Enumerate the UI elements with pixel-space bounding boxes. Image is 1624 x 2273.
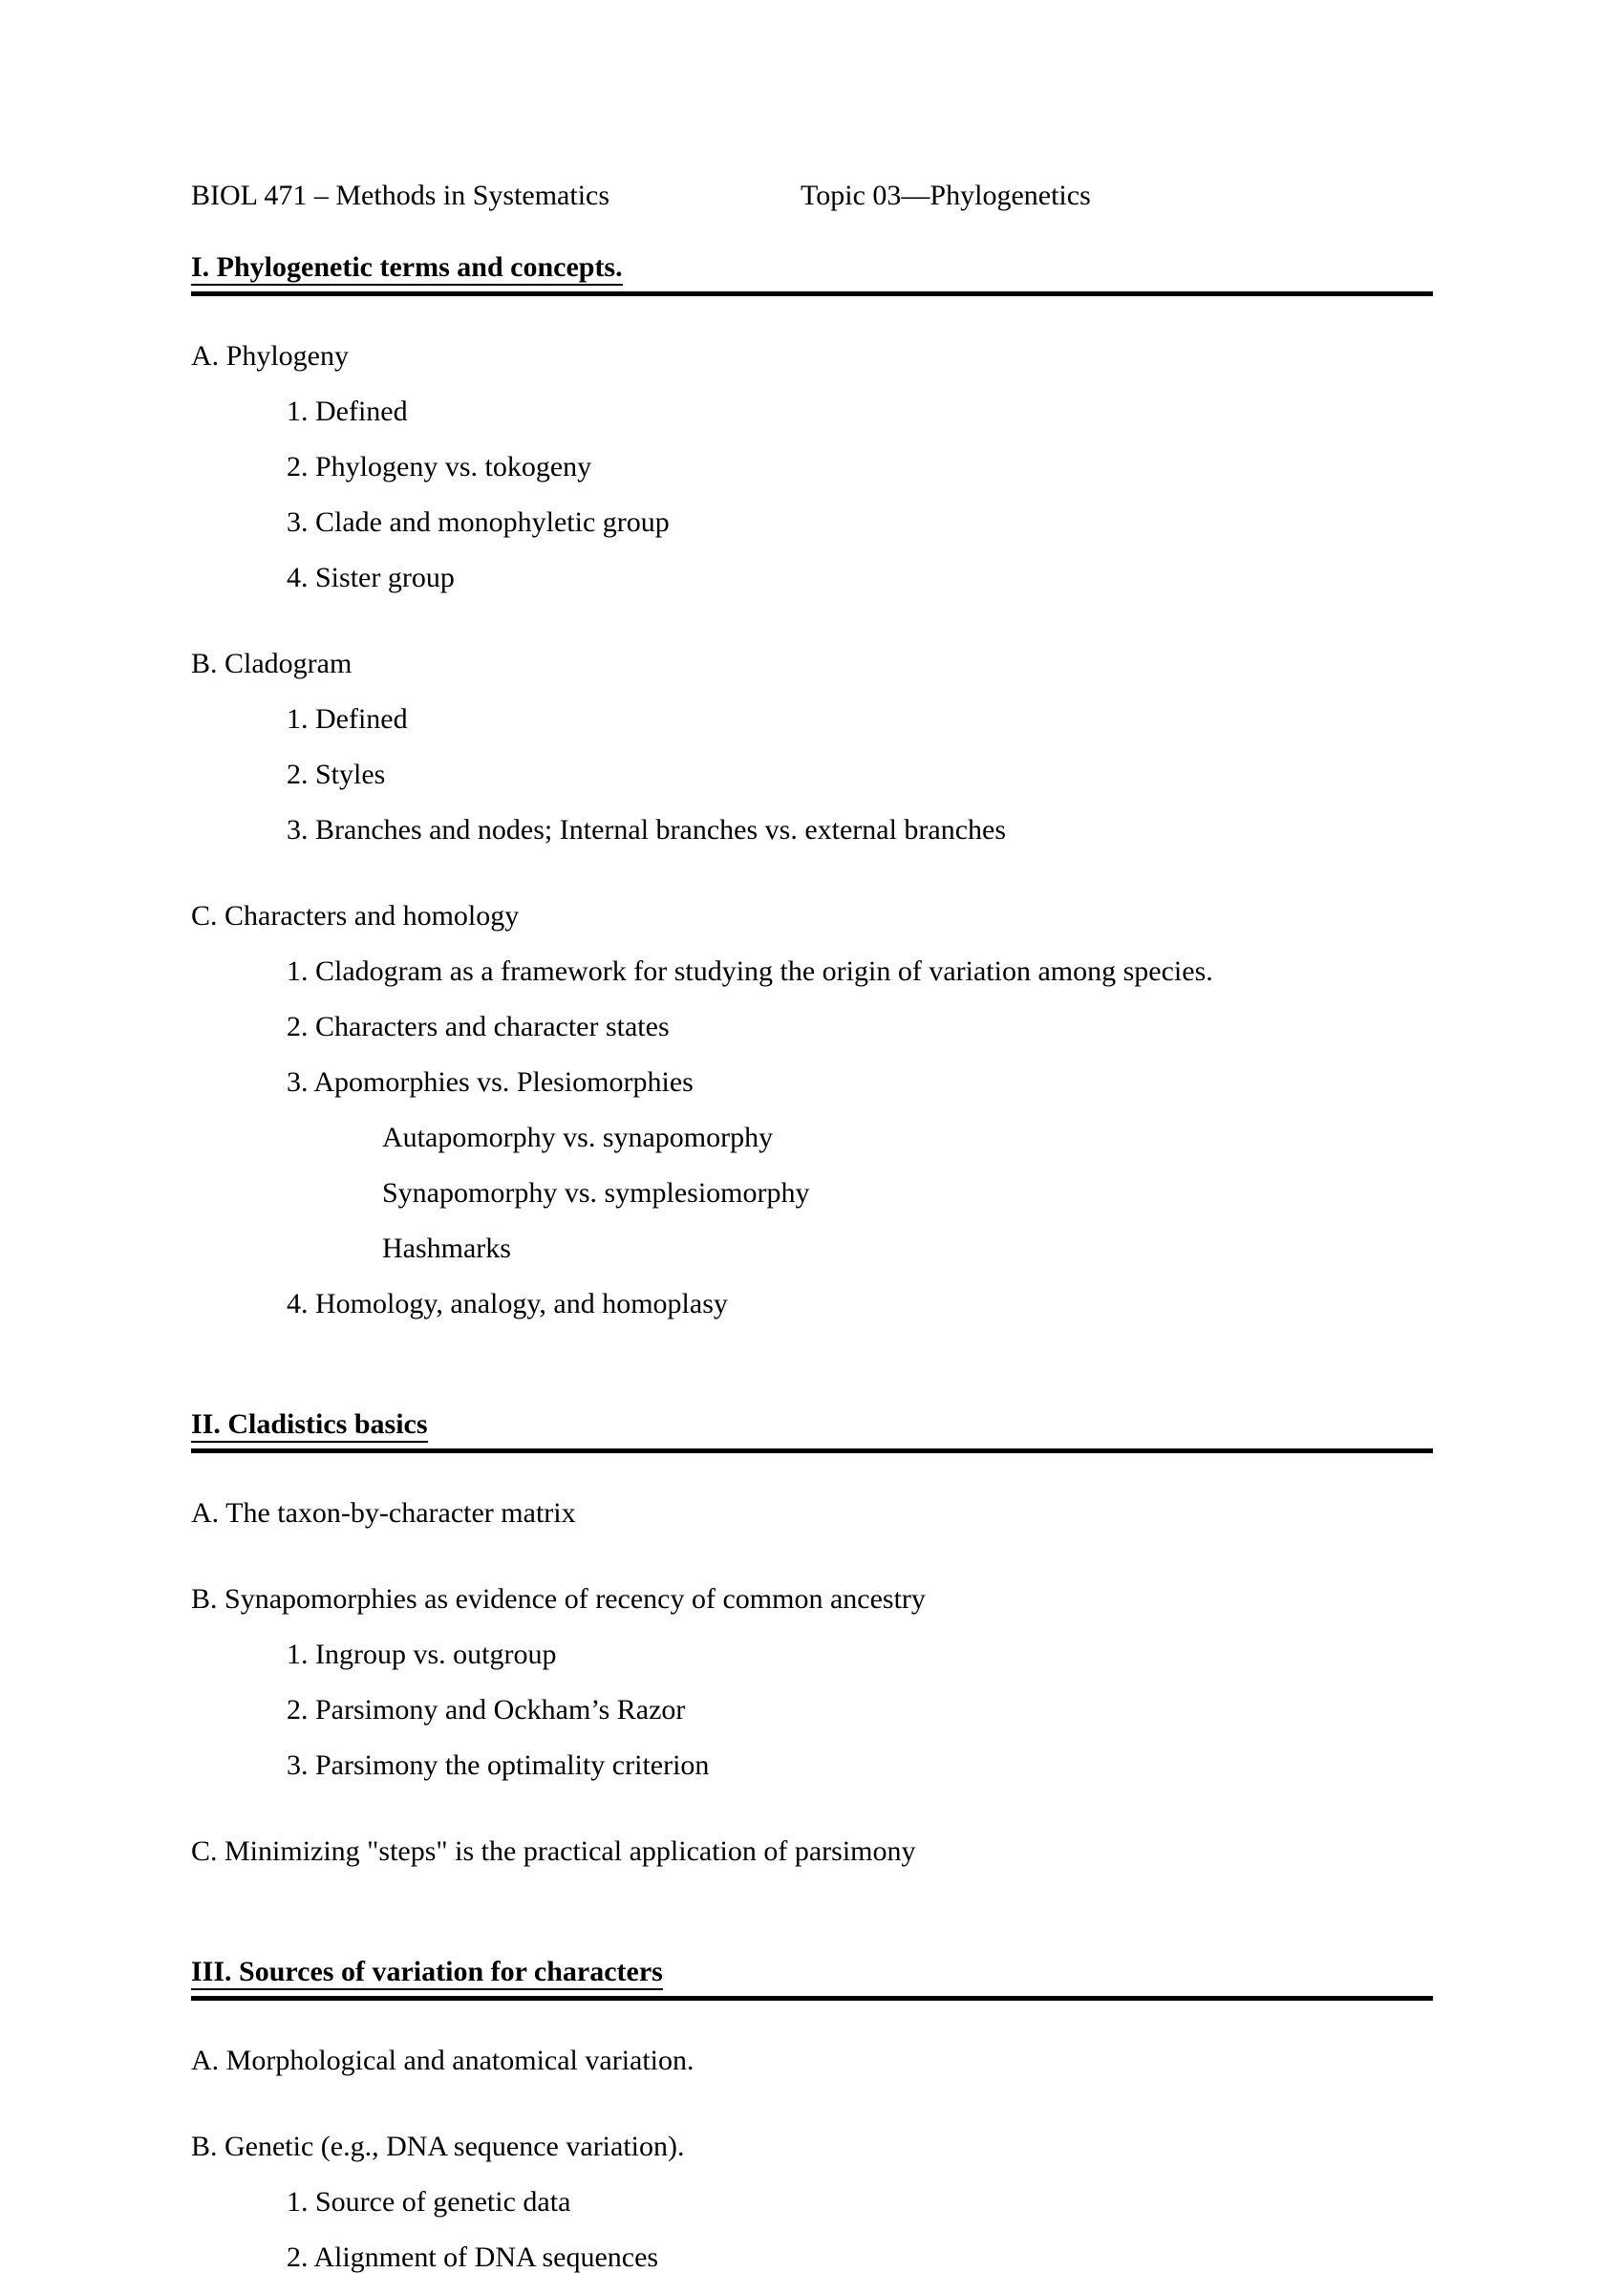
outline-item: 3. Branches and nodes; Internal branches vs. external branches [287, 814, 1007, 846]
heading-spacer [191, 1453, 1433, 1499]
outline-item: 1. Defined [287, 396, 408, 427]
line-spacer [191, 1152, 1433, 1179]
group-spacer [191, 1780, 1433, 1837]
line-spacer [191, 1725, 1433, 1751]
outline-item: 4. Sister group [287, 562, 455, 593]
heading-spacer [191, 296, 1433, 342]
line-spacer [191, 2161, 1433, 2188]
outline-group-title: A. Morphological and anatomical variation. [191, 2045, 694, 2076]
outline-item: 2. Parsimony and Ockham’s Razor [287, 1694, 686, 1726]
outline-item: Autapomorphy vs. synapomorphy [382, 1122, 774, 1153]
section-heading [191, 1958, 1433, 2001]
document-body [191, 253, 1433, 2272]
line-spacer [191, 986, 1433, 1013]
line-spacer [191, 537, 1433, 564]
outline-item: 4. Homology, analogy, and homoplasy [287, 1288, 728, 1319]
outline-item: 1. Cladogram as a framework for studying the origin of variation among species. [287, 955, 1213, 987]
group-spacer [191, 2075, 1433, 2133]
line-spacer [191, 1041, 1433, 1068]
section-spacer [191, 1319, 1433, 1410]
outline-group-title: A. The taxon-by-character matrix [191, 1497, 576, 1529]
line-spacer [191, 371, 1433, 397]
section-heading [191, 253, 1433, 296]
document-header [191, 182, 1433, 210]
line-spacer [191, 734, 1433, 761]
line-spacer [191, 1208, 1433, 1234]
line-spacer [191, 678, 1433, 705]
outline-item: 3. Parsimony the optimality criterion [287, 1749, 710, 1781]
line-spacer [191, 426, 1433, 453]
outline-item: 2. Alignment of DNA sequences [287, 2241, 659, 2273]
heading-spacer [191, 2001, 1433, 2047]
line-spacer [191, 931, 1433, 957]
line-spacer [191, 1669, 1433, 1696]
section-heading-label: II. Cladistics basics [191, 1410, 428, 1443]
outline-group-title: C. Characters and homology [191, 900, 520, 932]
line-spacer [191, 482, 1433, 508]
section-heading-label: I. Phylogenetic terms and concepts. [191, 253, 623, 286]
group-spacer [191, 845, 1433, 902]
section-heading-label: III. Sources of variation for characters [191, 1958, 663, 1990]
section-spacer [191, 1866, 1433, 1958]
line-spacer [191, 1614, 1433, 1640]
outline-item: Synapomorphy vs. symplesiomorphy [382, 1177, 810, 1209]
topic-title: Topic 03—Phylogenetics [801, 180, 1091, 211]
outline-item: 2. Characters and character states [287, 1011, 670, 1042]
group-spacer [191, 592, 1433, 650]
outline-item: 1. Ingroup vs. outgroup [287, 1639, 557, 1670]
line-spacer [191, 2217, 1433, 2243]
outline-item: 2. Phylogeny vs. tokogeny [287, 451, 592, 482]
outline-group-title: C. Minimizing "steps" is the practical application of parsimony [191, 1835, 916, 1867]
outline-item: 1. Source of genetic data [287, 2186, 571, 2218]
outline-group-title: B. Cladogram [191, 648, 353, 679]
outline-group-title: B. Genetic (e.g., DNA sequence variation). [191, 2131, 685, 2162]
section-heading [191, 1410, 1433, 1453]
outline-item: 3. Clade and monophyletic group [287, 506, 670, 538]
line-spacer [191, 789, 1433, 816]
outline-item: 2. Styles [287, 759, 386, 790]
outline-item: 1. Defined [287, 703, 408, 735]
outline-item: Hashmarks [382, 1233, 511, 1264]
line-spacer [191, 1097, 1433, 1124]
outline-group-title: B. Synapomorphies as evidence of recency of common ancestry [191, 1583, 926, 1615]
course-title: BIOL 471 – Methods in Systematics [191, 180, 610, 211]
group-spacer [191, 1528, 1433, 1585]
outline-item: 3. Apomorphies vs. Plesiomorphies [287, 1066, 694, 1098]
line-spacer [191, 1263, 1433, 1290]
outline-group-title: A. Phylogeny [191, 340, 349, 372]
